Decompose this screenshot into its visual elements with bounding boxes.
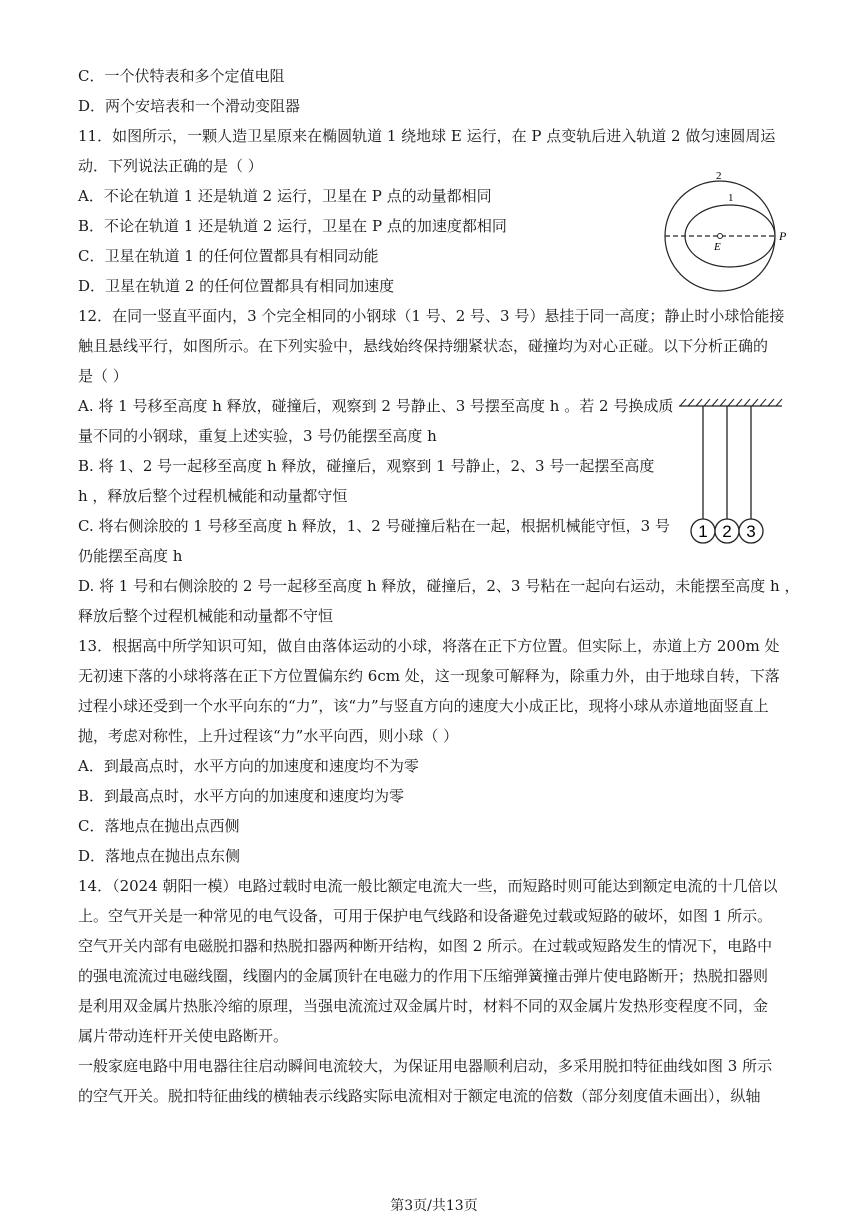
- text-line: h ，释放后整个过程机械能和动量都守恒: [78, 487, 348, 505]
- text-line: 触且悬线平行，如图所示。在下列实验中，悬线始终保持绷紧状态，碰撞均为对心正碰。以下分析正确的: [78, 337, 769, 355]
- text-line: C. 将右侧涂胶的 1 号移至高度 h 释放，1、2 号碰撞后粘在一起，根据机械能守恒，3 号: [78, 517, 670, 535]
- text-line: 过程小球还受到一个水平向东的“力”，该“力”与竖直方向的速度大小成正比，现将小球从赤道地面竖直上: [78, 697, 769, 715]
- text-line: 抛，考虑对称性，上升过程该“力”水平向西，则小球（ ）: [78, 727, 459, 745]
- text-line: 是（ ）: [78, 367, 128, 385]
- pendulum-figure: [676, 394, 786, 546]
- ball-1-label: 1: [698, 522, 708, 541]
- text-line: 量不同的小钢球，重复上述实验，3 号仍能摆至高度 h: [78, 427, 437, 445]
- orbit-2-label: 2: [716, 170, 722, 182]
- text-line: 仍能摆至高度 h: [78, 547, 183, 565]
- text-line: A. 将 1 号移至高度 h 释放，碰撞后，观察到 2 号静止、3 号摆至高度 h 。若 2 号换成质: [78, 397, 674, 415]
- text-line: 13．根据高中所学知识可知，做自由落体运动的小球，将落在正下方位置。但实际上，赤道上方 200m 处: [78, 637, 780, 655]
- text-line: 属片带动连杆开关使电路断开。: [78, 1027, 289, 1045]
- point-p-label: P: [779, 229, 787, 243]
- text-line: D．两个安培表和一个滑动变阻器: [78, 97, 301, 115]
- text-line: B．不论在轨道 1 还是轨道 2 运行，卫星在 P 点的加速度都相同: [78, 217, 507, 235]
- text-line: 空气开关内部有电磁脱扣器和热脱扣器两种断开结构，如图 2 所示。在过载或短路发生的情况下，电路中: [78, 937, 773, 955]
- ball-2-label: 2: [722, 522, 732, 541]
- text-line: 是利用双金属片热胀冷缩的原理，当强电流流过双金属片时，材料不同的双金属片发热形变程度不同，金: [78, 997, 769, 1015]
- text-line: 一般家庭电路中用电器往往启动瞬间电流较大，为保证用电器顺利启动，多采用脱扣特征曲线如图 3 所示: [78, 1057, 773, 1075]
- ball-3-label: 3: [746, 522, 756, 541]
- text-line: 动．下列说法正确的是（ ）: [78, 157, 263, 175]
- text-line: 的强电流流过电磁线圈，线圈内的金属顶针在电磁力的作用下压缩弹簧撞击弹片使电路断开；热脱扣器则: [78, 967, 769, 985]
- text-line: 14．（2024 朝阳一模）电路过载时电流一般比额定电流大一些，而短路时则可能达到额定电流的十几倍以: [78, 877, 778, 895]
- text-line: B．到最高点时，水平方向的加速度和速度均为零: [78, 787, 405, 805]
- text-line: 12．在同一竖直平面内，3 个完全相同的小钢球（1 号、2 号、3 号）悬挂于同一高度；静止时小球恰能接: [78, 307, 785, 325]
- text-line: D．落地点在抛出点东侧: [78, 847, 241, 865]
- text-line: 无初速下落的小球将落在正下方位置偏东约 6cm 处，这一现象可解释为，除重力外，由于地球自转，下落: [78, 667, 780, 685]
- text-line: B. 将 1、2 号一起移至高度 h 释放，碰撞后，观察到 1 号静止，2、3 号一起摆至高度: [78, 457, 655, 475]
- orbit-figure: [658, 168, 798, 292]
- text-line: 11．如图所示，一颗人造卫星原来在椭圆轨道 1 绕地球 E 运行，在 P 点变轨后进入轨道 2 做匀速圆周运: [78, 127, 776, 145]
- text-line: C．落地点在抛出点西侧: [78, 817, 240, 835]
- text-line: D. 将 1 号和右侧涂胶的 2 号一起移至高度 h 释放，碰撞后，2、3 号粘在一起向右运动，未能摆至高度 h ，: [78, 577, 800, 595]
- orbit-1-label: 1: [728, 192, 734, 204]
- text-line: 的空气开关。脱扣特征曲线的横轴表示线路实际电流相对于额定电流的倍数（部分刻度值未画出），纵轴: [78, 1087, 761, 1105]
- page-footer: 第3页/共13页: [390, 1198, 478, 1214]
- text-line: 上。空气开关是一种常见的电气设备，可用于保护电气线路和设备避免过载或短路的破坏，如图 1 所示。: [78, 907, 773, 925]
- text-line: C．一个伏特表和多个定值电阻: [78, 67, 285, 85]
- text-line: A．到最高点时，水平方向的加速度和速度均不为零: [78, 757, 419, 775]
- text-line: A．不论在轨道 1 还是轨道 2 运行，卫星在 P 点的动量都相同: [78, 187, 492, 205]
- text-line: 释放后整个过程机械能和动量都不守恒: [78, 607, 334, 625]
- earth-dot: [718, 234, 723, 239]
- earth-label: E: [714, 241, 721, 253]
- text-line: C．卫星在轨道 1 的任何位置都具有相同动能: [78, 247, 379, 265]
- ceiling-hatch: [680, 399, 782, 406]
- text-line: D．卫星在轨道 2 的任何位置都具有相同加速度: [78, 277, 395, 295]
